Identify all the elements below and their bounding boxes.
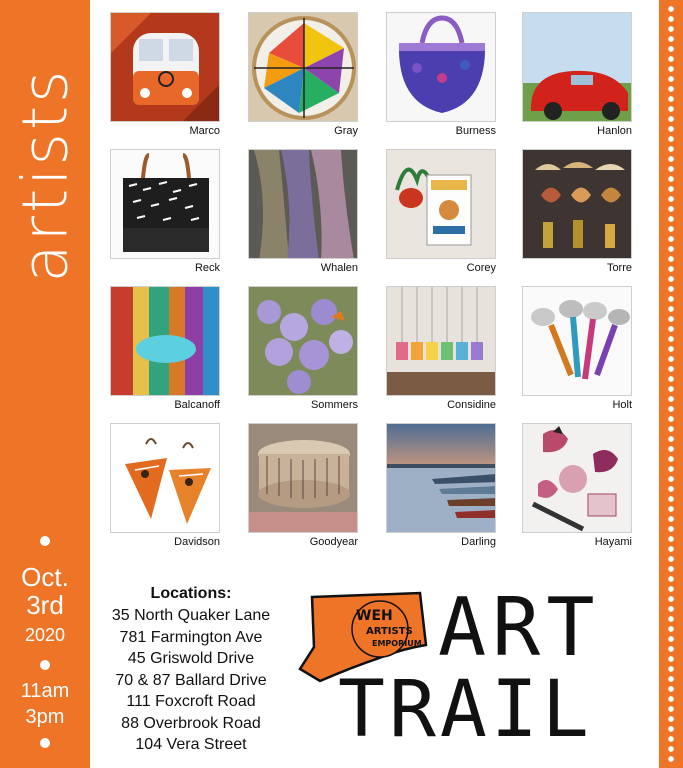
location-address: 70 & 87 Ballard Drive: [115, 671, 267, 689]
location-address: 781 Farmington Ave: [119, 628, 263, 646]
location-address: 35 North Quaker Lane: [111, 607, 271, 624]
location-address: 104 Vera Street: [135, 736, 247, 753]
artist-tile[interactable]: [248, 423, 358, 548]
artwork-image-triangle-earrings: [110, 423, 220, 533]
artist-tile[interactable]: [110, 286, 220, 411]
artist-name: Hayami: [594, 536, 632, 548]
title-trail: TRAIL: [338, 665, 593, 755]
artwork-image-car: [522, 12, 632, 122]
artwork-image-flowers: [248, 286, 358, 396]
side-title: artists: [8, 67, 82, 283]
event-time-start: 11am: [20, 680, 70, 702]
artwork-image-fabric: [248, 149, 358, 259]
artist-name: Holt: [612, 399, 632, 411]
artwork-image-spoons: [522, 286, 632, 396]
artist-tile[interactable]: [248, 12, 358, 137]
logo-line-2: ARTISTS: [366, 626, 413, 637]
artist-tile[interactable]: [248, 149, 358, 274]
artist-tile[interactable]: [386, 12, 496, 137]
event-day: 3rd: [26, 590, 64, 620]
locations-heading: Locations:: [150, 585, 232, 602]
dot-divider: [40, 660, 50, 670]
artist-tile[interactable]: [522, 12, 632, 137]
logo-line-1: WEH: [356, 608, 393, 624]
title-art: ART: [438, 581, 601, 674]
artwork-image-painting: [110, 286, 220, 396]
artwork-image-hoop: [248, 12, 358, 122]
dot-divider: [40, 536, 50, 546]
artwork-image-prints: [522, 423, 632, 533]
artist-tile[interactable]: [386, 149, 496, 274]
event-year: 2020: [24, 625, 66, 645]
artist-name: Sommers: [310, 399, 358, 411]
dot-divider: [40, 738, 50, 748]
artist-name: Whalen: [320, 262, 358, 274]
location-address: 88 Overbrook Road: [121, 714, 261, 732]
artist-name: Marco: [189, 125, 220, 137]
artwork-image-tote: [110, 149, 220, 259]
artist-name: Davidson: [174, 536, 220, 548]
artist-name: Gray: [334, 125, 358, 137]
left-orange-band: [0, 0, 90, 768]
artwork-image-earrings: [522, 149, 632, 259]
artist-name: Balcanoff: [174, 399, 220, 411]
artist-name: Darling: [461, 536, 496, 548]
location-address: 45 Griswold Drive: [127, 650, 255, 667]
logo-line-3: EMPORIUM: [372, 639, 422, 648]
event-time-end: 3pm: [25, 706, 65, 728]
location-address: 111 Foxcroft Road: [126, 693, 256, 710]
artwork-image-houses: [386, 286, 496, 396]
dot-pattern: [667, 4, 675, 764]
artist-name: Hanlon: [597, 125, 632, 137]
locations-list: [96, 585, 286, 756]
artwork-image-van: [110, 12, 220, 122]
artist-name: Corey: [466, 262, 496, 274]
artist-tile[interactable]: [110, 149, 220, 274]
right-dotted-border: [659, 0, 683, 768]
artwork-image-basket: [248, 423, 358, 533]
artwork-image-bag: [386, 12, 496, 122]
artist-name: Burness: [455, 125, 496, 137]
artist-tile[interactable]: [386, 286, 496, 411]
artist-name: Reck: [194, 262, 220, 274]
artist-name: Considine: [447, 399, 496, 411]
artist-tile[interactable]: [248, 286, 358, 411]
artist-name: Torre: [606, 262, 632, 274]
artist-tile[interactable]: [110, 423, 220, 548]
artist-tile[interactable]: [522, 423, 632, 548]
artwork-image-book: [386, 149, 496, 259]
artwork-image-boats: [386, 423, 496, 533]
artist-name: Goodyear: [309, 536, 358, 548]
event-month: Oct.: [21, 562, 69, 592]
logo-lettering: [352, 604, 432, 654]
artist-tile[interactable]: [110, 12, 220, 137]
artist-tile[interactable]: [522, 149, 632, 274]
artist-tile[interactable]: [522, 286, 632, 411]
artist-tile[interactable]: [386, 423, 496, 548]
